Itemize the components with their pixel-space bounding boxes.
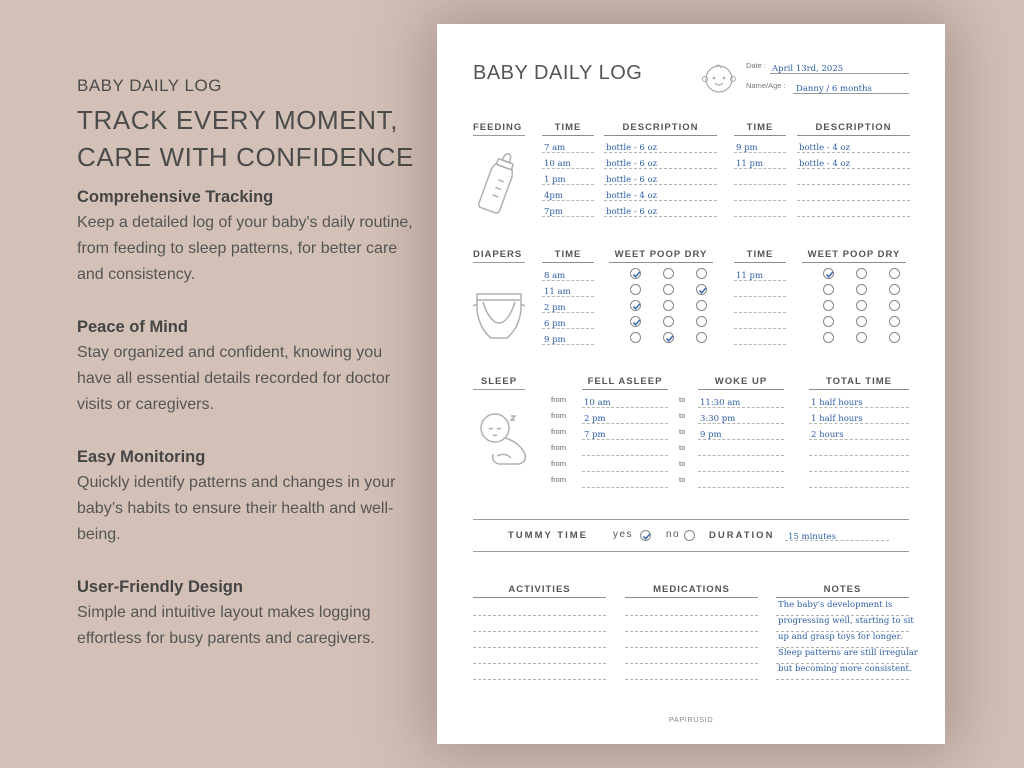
to-label: to [679,427,686,436]
diaper-time-field-value: 6 pm [544,319,566,329]
diaper-wet-checkbox[interactable] [630,316,641,327]
from-label: from [551,411,566,420]
diaper-time-field[interactable] [542,313,594,329]
feeding-time-field[interactable] [542,201,594,217]
woke-up-field[interactable] [698,424,784,440]
diaper-wet-checkbox[interactable] [630,300,641,311]
diapers-status-header: WEET POOP DRY [802,249,906,263]
feeding-time-field-value: 9 pm [736,143,758,153]
total-time-header: TOTAL TIME [809,376,909,390]
feeding-desc-field[interactable] [797,169,910,185]
feeding-desc-field[interactable] [604,153,717,169]
feeding-time-field-value: 10 am [544,159,571,169]
notes-line[interactable] [776,664,912,680]
diaper-time-field[interactable] [734,297,786,313]
diaper-dry-checkbox[interactable] [889,332,900,343]
duration-label: DURATION [709,530,775,541]
sleep-label: SLEEP [473,376,525,390]
feature-item [77,314,417,418]
feature-item [77,574,417,652]
name-age-field[interactable] [793,78,909,94]
diaper-dry-checkbox[interactable] [696,300,707,311]
feeding-time-field[interactable] [734,169,786,185]
diaper-time-field[interactable] [734,313,786,329]
feature-title: User-Friendly Design [77,578,243,596]
from-label: from [551,459,566,468]
total-time-field-value: 1 half hours [811,414,863,424]
woke-up-field-value: 9 pm [700,430,722,440]
notes-line-value: up and grasp toys for longer. [778,632,903,642]
duration-field[interactable] [785,526,889,541]
woke-up-field[interactable] [698,456,784,472]
activities-line[interactable] [473,600,606,616]
medications-header: MEDICATIONS [625,584,758,598]
tummy-time-label: TUMMY TIME [508,530,588,541]
diaper-wet-checkbox[interactable] [823,316,834,327]
diaper-time-field[interactable] [734,329,786,345]
date-value: April 13rd, 2025 [772,64,844,74]
feeding-time-field[interactable] [542,137,594,153]
diaper-time-field[interactable] [734,281,786,297]
from-label: from [551,443,566,452]
total-time-field[interactable] [809,456,909,472]
fell-asleep-field[interactable] [582,472,668,488]
diaper-dry-checkbox[interactable] [889,316,900,327]
diaper-dry-checkbox[interactable] [889,268,900,279]
feeding-desc-field-value: bottle - 6 oz [606,175,658,185]
feeding-desc-header: DESCRIPTION [604,122,717,136]
feeding-desc-field[interactable] [797,153,910,169]
feeding-desc-field-value: bottle - 4 oz [799,159,851,169]
woke-up-header: WOKE UP [698,376,784,390]
fell-asleep-header: FELL ASLEEP [582,376,668,390]
feeding-desc-field-value: bottle - 4 oz [799,143,851,153]
diaper-wet-checkbox[interactable] [823,268,834,279]
total-time-field[interactable] [809,472,909,488]
diapers-status-header: WEET POOP DRY [609,249,713,263]
feature-title: Easy Monitoring [77,448,206,466]
diapers-time-header: TIME [542,249,594,263]
diapers-label: DIAPERS [473,249,525,263]
diaper-time-field-value: 11 pm [736,271,764,281]
log-sheet [437,24,945,744]
feeding-time-field-value: 7 am [544,143,566,153]
feature-text: Quickly identify patterns and changes in your baby’s habits to ensure their health and well-being. [77,474,396,543]
feeding-desc-field-value: bottle - 6 oz [606,159,658,169]
fell-asleep-field[interactable] [582,408,668,424]
check-icon [641,531,652,542]
feeding-time-field[interactable] [734,185,786,201]
baby-bottle-icon [475,150,521,216]
diaper-time-field-value: 9 pm [544,335,566,345]
activities-line[interactable] [473,648,606,664]
woke-up-field[interactable] [698,392,784,408]
total-time-field[interactable] [809,424,909,440]
date-label: Date : [746,61,767,70]
diaper-poop-checkbox[interactable] [663,316,674,327]
feeding-desc-field[interactable] [604,201,717,217]
diapers-time-header: TIME [734,249,786,263]
feature-text: Stay organized and confident, knowing you have all essential details recorded for doctor visits or caregivers. [77,344,391,413]
notes-line-value: Sleep patterns are still irregular [778,648,918,658]
diaper-time-field[interactable] [542,297,594,313]
feeding-desc-field-value: bottle - 6 oz [606,207,658,217]
total-time-field[interactable] [809,408,909,424]
activities-line[interactable] [473,632,606,648]
headline-line-1: TRACK EVERY MOMENT, [77,105,399,135]
diaper-dry-checkbox[interactable] [696,284,707,295]
woke-up-field[interactable] [698,440,784,456]
tummy-yes-option[interactable] [613,529,633,540]
diaper-poop-checkbox[interactable] [663,268,674,279]
diaper-time-field[interactable] [542,265,594,281]
medications-line[interactable] [625,664,758,680]
diaper-time-field-value: 8 am [544,271,566,281]
total-time-field[interactable] [809,440,909,456]
fell-asleep-field-value: 2 pm [584,414,606,424]
notes-line[interactable] [776,616,914,632]
headline-line-2: CARE WITH CONFIDENCE [77,142,414,172]
medications-line[interactable] [625,616,758,632]
medications-line[interactable] [625,632,758,648]
woke-up-field-value: 11:30 am [700,398,741,408]
woke-up-field[interactable] [698,408,784,424]
feature-item [77,444,417,548]
divider [473,551,909,552]
tummy-no-option[interactable] [666,529,680,540]
sleeping-baby-icon [475,408,531,472]
feeding-time-field[interactable] [734,201,786,217]
check-icon [631,301,642,312]
activities-header: ACTIVITIES [473,584,606,598]
activities-line[interactable] [473,664,606,680]
diaper-poop-checkbox[interactable] [856,268,867,279]
feeding-time-field-value: 11 pm [736,159,764,169]
diaper-poop-checkbox[interactable] [663,332,674,343]
duration-value: 15 minutes [788,532,837,542]
feature-item [77,184,417,288]
diaper-time-field[interactable] [734,265,786,281]
feature-title: Peace of Mind [77,318,188,336]
from-label: from [551,475,566,484]
feeding-desc-field[interactable] [797,185,910,201]
feeding-time-field-value: 4pm [544,191,563,201]
to-label: to [679,395,686,404]
check-icon [697,285,708,296]
to-label: to [679,475,686,484]
feeding-desc-field[interactable] [604,185,717,201]
tummy-no-radio[interactable] [684,530,695,541]
diaper-dry-checkbox[interactable] [696,332,707,343]
to-label: to [679,459,686,468]
check-icon [631,317,642,328]
diaper-poop-checkbox[interactable] [663,284,674,295]
diaper-wet-checkbox[interactable] [823,332,834,343]
feeding-time-field[interactable] [542,153,594,169]
notes-line[interactable] [776,600,909,616]
diaper-wet-checkbox[interactable] [630,268,641,279]
baby-face-icon [699,62,739,94]
diaper-dry-checkbox[interactable] [696,268,707,279]
notes-line[interactable] [776,648,918,664]
feeding-desc-field[interactable] [604,169,717,185]
brand-footer: PAPIRUSID [668,715,714,724]
fell-asleep-field[interactable] [582,424,668,440]
feeding-desc-header: DESCRIPTION [797,122,910,136]
woke-up-field-value: 3:30 pm [700,414,736,424]
feeding-label: FEEDING [473,122,525,136]
feeding-time-field[interactable] [734,153,786,169]
diaper-poop-checkbox[interactable] [856,300,867,311]
feeding-time-field-value: 7pm [544,207,563,217]
diaper-wet-checkbox[interactable] [823,300,834,311]
diaper-wet-checkbox[interactable] [630,284,641,295]
feeding-desc-field-value: bottle - 6 oz [606,143,658,153]
from-label: from [551,395,566,404]
feeding-desc-field[interactable] [797,137,910,153]
check-icon [824,269,835,280]
diaper-poop-checkbox[interactable] [856,284,867,295]
diaper-dry-checkbox[interactable] [696,316,707,327]
date-field[interactable] [770,58,909,74]
fell-asleep-field-value: 10 am [584,398,611,408]
promo-headline [77,102,417,176]
notes-header: NOTES [776,584,909,598]
total-time-field-value: 1 half hours [811,398,863,408]
promo-panel [77,76,417,652]
diaper-poop-checkbox[interactable] [856,332,867,343]
feeding-time-field[interactable] [542,169,594,185]
notes-line-value: The baby's development is [778,600,893,610]
fell-asleep-field[interactable] [582,392,668,408]
tummy-yes-label: yes [613,529,634,540]
to-label: to [679,443,686,452]
feature-list [77,184,417,652]
diaper-wet-checkbox[interactable] [630,332,641,343]
diaper-icon [473,288,525,344]
feeding-desc-field[interactable] [604,137,717,153]
tummy-no-label: no [666,529,681,540]
feeding-time-header: TIME [734,122,786,136]
fell-asleep-field[interactable] [582,456,668,472]
from-label: from [551,427,566,436]
name-label: Name/Age : [746,81,786,90]
feeding-time-field-value: 1 pm [544,175,566,185]
to-label: to [679,411,686,420]
divider [473,519,909,520]
check-icon [631,269,642,280]
diaper-time-field[interactable] [542,329,594,345]
fell-asleep-field[interactable] [582,440,668,456]
fell-asleep-field-value: 7 pm [584,430,606,440]
diaper-time-field-value: 2 pm [544,303,566,313]
feeding-time-field[interactable] [734,137,786,153]
name-age-value: Danny / 6 months [796,84,872,94]
medications-line[interactable] [625,648,758,664]
diaper-time-field-value: 11 am [544,287,571,297]
feature-text: Keep a detailed log of your baby's daily routine, from feeding to sleep patterns, for better care and consistency. [77,214,413,283]
feature-title: Comprehensive Tracking [77,188,274,206]
activities-line[interactable] [473,616,606,632]
notes-line-value: but becoming more consistent. [778,664,912,674]
notes-line[interactable] [776,632,909,648]
diaper-poop-checkbox[interactable] [663,300,674,311]
diaper-dry-checkbox[interactable] [889,300,900,311]
diaper-poop-checkbox[interactable] [856,316,867,327]
feeding-desc-field[interactable] [797,201,910,217]
feeding-time-field[interactable] [542,185,594,201]
total-time-field[interactable] [809,392,909,408]
check-icon [664,333,675,344]
diaper-time-field[interactable] [542,281,594,297]
medications-line[interactable] [625,600,758,616]
notes-line-value: progressing well, starting to sit [778,616,914,626]
feeding-desc-field-value: bottle - 4 oz [606,191,658,201]
woke-up-field[interactable] [698,472,784,488]
tummy-yes-radio[interactable] [640,530,651,541]
diaper-dry-checkbox[interactable] [889,284,900,295]
feature-text: Simple and intuitive layout makes logging effortless for busy parents and caregivers. [77,604,375,647]
feeding-time-header: TIME [542,122,594,136]
sheet-title: BABY DAILY LOG [473,62,643,84]
promo-eyebrow: BABY DAILY LOG [77,76,222,95]
total-time-field-value: 2 hours [811,430,844,440]
diaper-wet-checkbox[interactable] [823,284,834,295]
